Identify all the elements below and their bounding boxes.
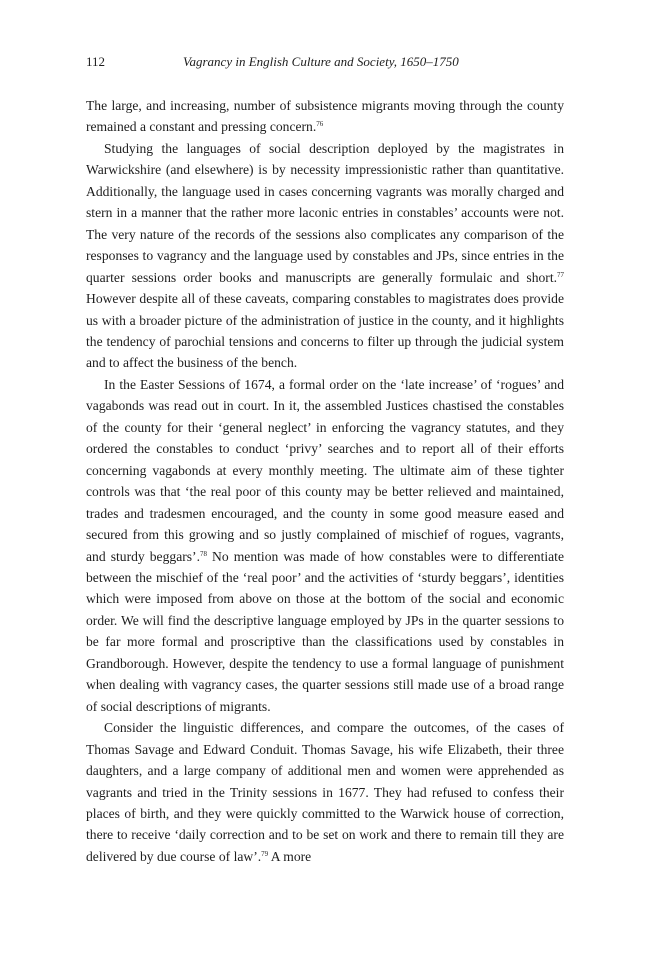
paragraph-text: However despite all of these caveats, comparing constables to magistrates does provide us with a broader picture of the administration of justice in the county, and it highlights the tendency of parochial tensions and concerns to filter up through the judicial system and to affect the business of the bench.: [86, 291, 564, 371]
paragraph: [86, 374, 564, 717]
paragraph: [86, 95, 564, 138]
paragraph: [86, 138, 564, 374]
paragraph-text: Studying the languages of social description deployed by the magistrates in Warwickshire (and elsewhere) is by necessity impressionistic rather than quantitative. Additionally, the language used in cases concerning vagrants was morally charged and stern in a manner that the rather more laconic entries in constables’ accounts were not. The very nature of the records of the sessions also complicates any comparison of the responses to vagrancy and the language used by constables and JPs, since entries in the quarter sessions order books and manuscripts are generally formulaic and short.: [86, 140, 564, 285]
paragraph-text: The large, and increasing, number of subsistence migrants moving through the county remained a constant and pressing concern.: [86, 98, 564, 135]
page-number: 112: [86, 54, 106, 69]
paragraph-text: No mention was made of how constables were to differentiate between the mischief of the ‘real poor’ and the activities of ‘sturdy beggars’, identities which were imposed from above on those at the bottom of the social and economic order. We will find the descriptive language employed by JPs in the quarter sessions to be far more formal and proscriptive than the classifications used by constables in Grandborough. However, despite the tendency to use a formal language of punishment when dealing with vagrancy cases, the quarter sessions still made use of a broad range of social descriptions of migrants.: [86, 548, 564, 714]
paragraph-text: In the Easter Sessions of 1674, a formal order on the ‘late increase’ of ‘rogues’ and vagabonds was read out in court. In it, the assembled Justices chastised the constables of the county for their ‘general neglect’ in enforcing the vagrancy statutes, and they ordered the constables to conduct ‘privy’ searches and to report all of their efforts concerning vagabonds at every monthly meeting. The ultimate aim of these tighter controls was that ‘the real poor of this county may be better relieved and maintained, trades and tradesmen encouraged, and the county in some good measure eased and secured from this growing and so justly complained of mischief of rogues, vagrants, and sturdy beggars’.: [86, 376, 564, 564]
footnote-marker[interactable]: 76: [316, 120, 324, 129]
body-text: [86, 95, 564, 867]
running-title: Vagrancy in English Culture and Society, 1650–1750: [183, 54, 459, 69]
paragraph-text: Consider the linguistic differences, and compare the outcomes, of the cases of Thomas Savage and Edward Conduit. Thomas Savage, his wife Elizabeth, their three daughters, and a large company of additional men and women were apprehended as vagrants and tried in the Trinity sessions in 1677. They had refused to confess their places of birth, and they were quickly committed to the Warwick house of correction, there to receive ‘daily correction and to be set on work and there to remain till they are delivered by due course of law’.: [86, 720, 564, 864]
footnote-marker[interactable]: 77: [557, 270, 564, 279]
paragraph: [86, 717, 564, 867]
running-head: [86, 52, 566, 72]
footnote-marker[interactable]: 78: [199, 549, 207, 558]
footnote-marker[interactable]: 79: [261, 849, 269, 858]
paragraph-text: A more: [268, 848, 312, 864]
